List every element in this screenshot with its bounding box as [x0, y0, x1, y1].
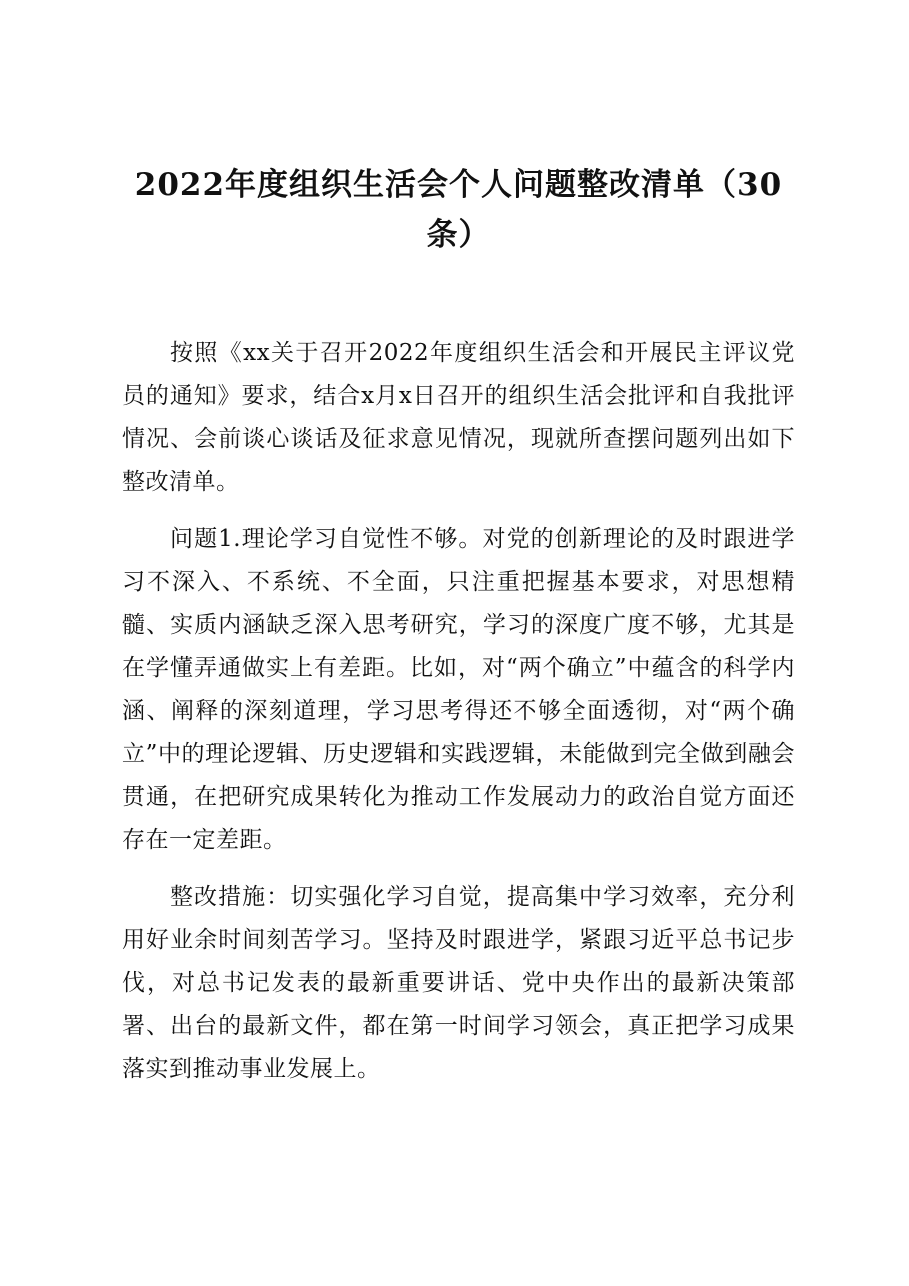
intro-paragraph: 按照《xx关于召开2022年度组织生活会和开展民主评议党员的通知》要求，结合x月x日召开的组织生活会批评和自我批评情况、会前谈心谈话及征求意见情况，现就所查摆问题列出如下整改清单。 [122, 340, 795, 495]
rectification-measures-paragraph: 整改措施：切实强化学习自觉，提高集中学习效率，充分利用好业余时间刻苦学习。坚持及时跟进学，紧跟习近平总书记步伐，对总书记发表的最新重要讲话、党中央作出的最新决策部署、出台的最新文件，都在第一时间学习领会，真正把学习成果落实到推动事业发展上。 [122, 884, 795, 1082]
document-title: 2022年度组织生活会个人问题整改清单（30条） [134, 167, 783, 253]
problem-1-paragraph: 问题1.理论学习自觉性不够。对党的创新理论的及时跟进学习不深入、不系统、不全面，只注重把握基本要求，对思想精髓、实质内涵缺乏深入思考研究，学习的深度广度不够，尤其是在学懂弄通做实上有差距。比如，对“两个确立”中蕴含的科学内涵、阐释的深刻道理，学习思考得还不够全面透彻，对“两个确立”中的理论逻辑、历史逻辑和实践逻辑，未能做到完全做到融会贯通，在把研究成果转化为推动工作发展动力的政治自觉方面还存在一定差距。 [122, 526, 795, 853]
